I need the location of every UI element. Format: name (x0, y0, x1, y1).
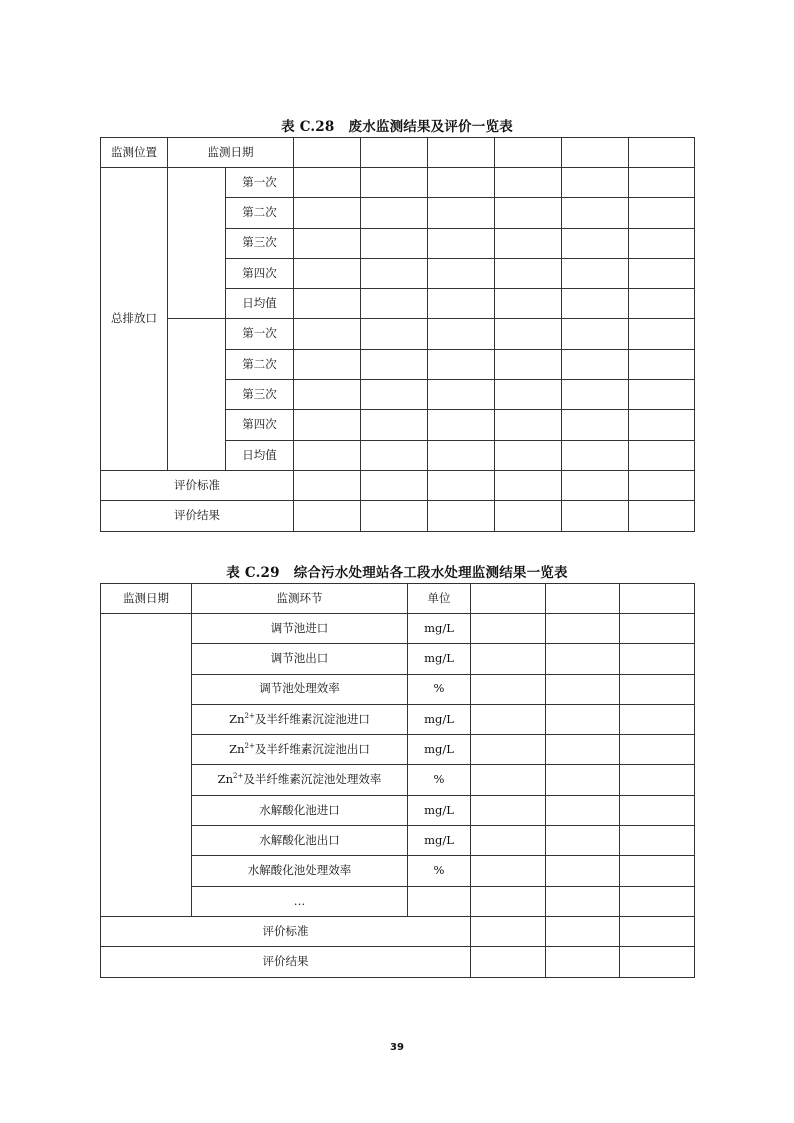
data-cell (471, 916, 546, 946)
data-cell (428, 289, 495, 319)
data-cell (294, 410, 361, 440)
sample-label: 第四次 (226, 410, 294, 440)
data-cell (629, 410, 695, 440)
footer-result: 评价结果 (101, 947, 471, 977)
data-cell (620, 795, 695, 825)
data-cell (428, 470, 495, 500)
data-cell (629, 138, 695, 168)
stage-label: 水解酸化池进口 (259, 802, 340, 817)
data-cell (428, 501, 495, 531)
table-row-result (101, 947, 695, 977)
sample-label: 第二次 (226, 349, 294, 379)
data-cell (294, 349, 361, 379)
data-cell (562, 440, 629, 470)
stage-cell (192, 826, 408, 856)
data-cell (495, 349, 562, 379)
data-cell (361, 198, 428, 228)
data-cell (495, 138, 562, 168)
sample-label: 日均值 (226, 289, 294, 319)
unit-cell: mg/L (408, 735, 471, 765)
data-cell (361, 440, 428, 470)
data-cell (294, 289, 361, 319)
data-cell (495, 470, 562, 500)
data-cell (629, 380, 695, 410)
data-cell (562, 138, 629, 168)
stage-cell (192, 614, 408, 644)
data-cell (620, 765, 695, 795)
data-cell (294, 198, 361, 228)
data-cell (620, 886, 695, 916)
location-cell: 总排放口 (101, 168, 168, 471)
table-row-standard (101, 916, 695, 946)
data-cell (471, 886, 546, 916)
data-cell (471, 795, 546, 825)
data-cell (471, 674, 546, 704)
data-cell (294, 228, 361, 258)
data-cell (620, 826, 695, 856)
data-cell (629, 289, 695, 319)
unit-cell: % (408, 765, 471, 795)
data-cell (428, 198, 495, 228)
data-cell (546, 947, 620, 977)
stage-label: 及半纤维素沉淀池进口 (254, 711, 370, 726)
data-cell (546, 644, 620, 674)
footer-result: 评价结果 (101, 501, 294, 531)
data-cell (361, 501, 428, 531)
table-row (101, 168, 695, 198)
data-cell (620, 584, 695, 614)
data-cell (428, 258, 495, 288)
data-cell (361, 258, 428, 288)
data-cell (428, 380, 495, 410)
data-cell (361, 168, 428, 198)
stage-label: 水解酸化池出口 (259, 832, 340, 847)
data-cell (546, 916, 620, 946)
table-c28-caption (100, 115, 694, 135)
data-cell (546, 735, 620, 765)
stage-prefix: Zn (217, 772, 234, 787)
data-cell (361, 319, 428, 349)
data-cell (546, 584, 620, 614)
table-c28-header-row (101, 138, 695, 168)
data-cell (629, 198, 695, 228)
header-date: 监测日期 (168, 138, 294, 168)
stage-cell (192, 674, 408, 704)
unit-cell: mg/L (408, 704, 471, 734)
data-cell (562, 319, 629, 349)
data-cell (629, 440, 695, 470)
data-cell (620, 947, 695, 977)
unit-cell: mg/L (408, 644, 471, 674)
stage-superscript: 2+ (244, 711, 255, 720)
stage-prefix: Zn (229, 711, 245, 726)
data-cell (629, 470, 695, 500)
data-cell (471, 644, 546, 674)
data-cell (495, 198, 562, 228)
stage-cell (192, 704, 408, 734)
sample-label: 第三次 (226, 380, 294, 410)
stage-cell (192, 856, 408, 886)
data-cell (495, 380, 562, 410)
header-date: 监测日期 (101, 584, 192, 614)
header-unit: 单位 (408, 584, 471, 614)
data-cell (361, 228, 428, 258)
data-cell (428, 168, 495, 198)
data-cell (629, 501, 695, 531)
data-cell (546, 704, 620, 734)
data-cell (629, 228, 695, 258)
data-cell (361, 349, 428, 379)
stage-label: 及半纤维素沉淀池出口 (254, 742, 370, 757)
data-cell (294, 138, 361, 168)
data-cell (471, 584, 546, 614)
data-cell (562, 380, 629, 410)
data-cell (562, 349, 629, 379)
data-cell (546, 674, 620, 704)
data-cell (428, 410, 495, 440)
data-cell (620, 916, 695, 946)
data-cell (495, 501, 562, 531)
data-cell (620, 704, 695, 734)
data-cell (546, 765, 620, 795)
stage-label: … (293, 893, 306, 908)
data-cell (471, 614, 546, 644)
data-cell (546, 886, 620, 916)
footer-standard: 评价标准 (101, 470, 294, 500)
data-cell (471, 947, 546, 977)
stage-cell (192, 765, 408, 795)
data-cell (562, 289, 629, 319)
data-cell (471, 856, 546, 886)
table-c29 (100, 583, 695, 978)
table-row-result (101, 501, 695, 531)
data-cell (294, 470, 361, 500)
data-cell (495, 440, 562, 470)
data-cell (361, 410, 428, 440)
stage-label: 及半纤维素沉淀池处理效率 (243, 772, 382, 787)
table-row (101, 614, 695, 644)
data-cell (294, 258, 361, 288)
data-cell (471, 765, 546, 795)
data-cell (546, 795, 620, 825)
sample-label: 第三次 (226, 228, 294, 258)
data-cell (294, 380, 361, 410)
footer-standard: 评价标准 (101, 916, 471, 946)
data-cell (546, 856, 620, 886)
data-cell (562, 258, 629, 288)
data-cell (620, 735, 695, 765)
stage-superscript: 2+ (233, 772, 244, 781)
data-cell (471, 704, 546, 734)
stage-cell (192, 644, 408, 674)
sample-label: 第一次 (226, 319, 294, 349)
stage-cell (192, 735, 408, 765)
header-location: 监测位置 (101, 138, 168, 168)
data-cell (495, 319, 562, 349)
table-c29-header-row (101, 584, 695, 614)
table-c28-number: 表 C.28 (281, 119, 335, 135)
data-cell (620, 644, 695, 674)
data-cell (629, 349, 695, 379)
unit-cell (408, 886, 471, 916)
data-cell (428, 319, 495, 349)
data-cell (620, 856, 695, 886)
table-c28-title: 废水监测结果及评价一览表 (348, 119, 513, 135)
sample-label: 第四次 (226, 258, 294, 288)
data-cell (562, 198, 629, 228)
stage-superscript: 2+ (244, 742, 255, 751)
data-cell (562, 470, 629, 500)
date-cell (168, 168, 226, 319)
stage-label: 调节池出口 (270, 651, 329, 666)
table-row-standard (101, 470, 695, 500)
data-cell (361, 380, 428, 410)
data-cell (294, 319, 361, 349)
table-c28 (100, 137, 695, 532)
sample-label: 第二次 (226, 198, 294, 228)
table-c29-title: 综合污水处理站各工段水处理监测结果一览表 (293, 565, 568, 581)
date-cell (101, 614, 192, 917)
data-cell (428, 349, 495, 379)
unit-cell: mg/L (408, 795, 471, 825)
data-cell (428, 440, 495, 470)
data-cell (495, 228, 562, 258)
date-cell (168, 319, 226, 470)
sample-label: 第一次 (226, 168, 294, 198)
data-cell (562, 168, 629, 198)
unit-cell: mg/L (408, 614, 471, 644)
data-cell (361, 470, 428, 500)
stage-cell (192, 795, 408, 825)
page-number: 39 (390, 1042, 404, 1053)
data-cell (546, 614, 620, 644)
data-cell (629, 319, 695, 349)
data-cell (471, 826, 546, 856)
data-cell (361, 289, 428, 319)
table-row (101, 319, 695, 349)
unit-cell: mg/L (408, 826, 471, 856)
data-cell (562, 501, 629, 531)
sample-label: 日均值 (226, 440, 294, 470)
unit-cell: % (408, 856, 471, 886)
data-cell (562, 410, 629, 440)
data-cell (471, 735, 546, 765)
data-cell (620, 614, 695, 644)
stage-cell (192, 886, 408, 916)
unit-cell: % (408, 674, 471, 704)
stage-prefix: Zn (229, 742, 245, 757)
data-cell (562, 228, 629, 258)
data-cell (495, 289, 562, 319)
data-cell (428, 228, 495, 258)
data-cell (294, 168, 361, 198)
table-c29-number: 表 C.29 (226, 565, 280, 581)
data-cell (294, 440, 361, 470)
data-cell (294, 501, 361, 531)
data-cell (620, 674, 695, 704)
data-cell (495, 168, 562, 198)
data-cell (546, 826, 620, 856)
data-cell (495, 410, 562, 440)
stage-label: 调节池处理效率 (259, 681, 340, 696)
data-cell (629, 258, 695, 288)
stage-label: 调节池进口 (270, 620, 329, 635)
data-cell (361, 138, 428, 168)
stage-label: 水解酸化池处理效率 (247, 863, 352, 878)
data-cell (495, 258, 562, 288)
table-c29-caption (100, 561, 694, 581)
data-cell (629, 168, 695, 198)
data-cell (428, 138, 495, 168)
header-stage: 监测环节 (192, 584, 408, 614)
